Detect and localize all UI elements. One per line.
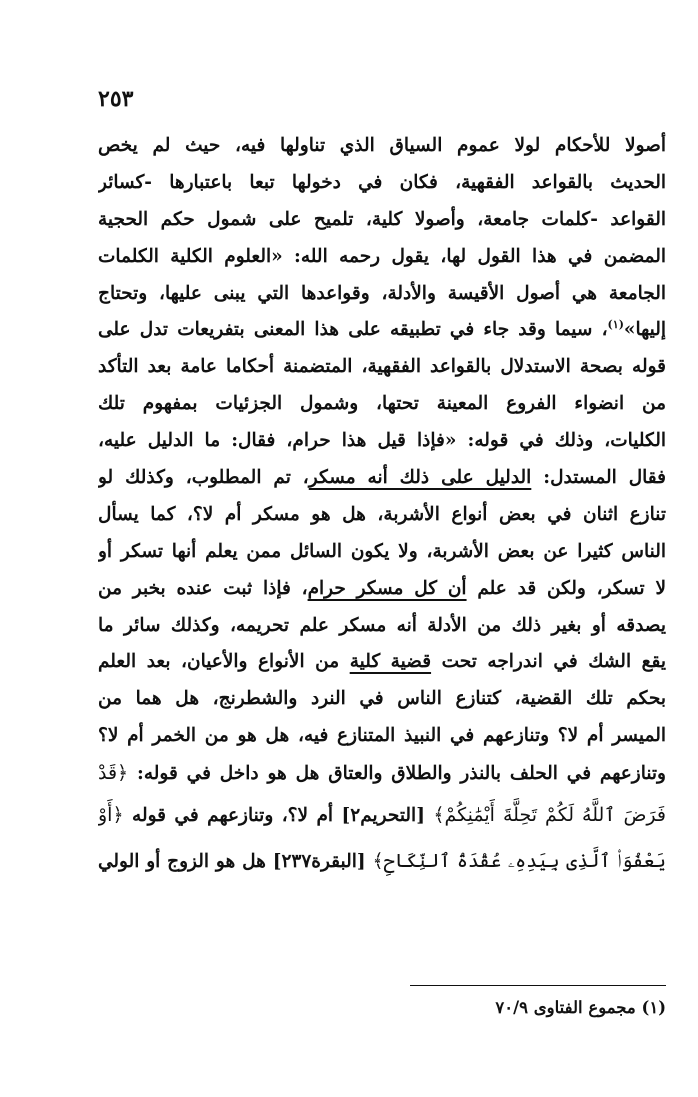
text-line: الحديث بالقواعد الفقهية، فكان في دخولها تبعا باعتبارها -كسائر bbox=[98, 171, 666, 193]
text-line: قوله بصحة الاستدلال بالقواعد الفقهية، المتضمنة أحكاما عامة بعد التأكد bbox=[98, 356, 666, 378]
text-line: الناس كثيرا عن بعض الأشربة، ولا يكون السائل ممن يعلم أنها تسكر أو bbox=[98, 540, 666, 562]
text-line: فقال المستدل: الدليل على ذلك أنه مسكر، تم المطلوب، وكذلك لو bbox=[98, 467, 666, 489]
quran-verse: يَعْفُوَا۟ ٱلَّذِى بِيَدِهِۦ عُقْدَةُ ٱلنِّكَاحِ﴾ bbox=[372, 850, 666, 873]
text-line: القواعد -كلمات جامعة، وأصولا كلية، تلميح على شمول حكم الحجية bbox=[98, 208, 666, 230]
text-line: فَرَضَ ٱللَّهُ لَكُمْ تَحِلَّةَ أَيْمَٰنِكُمْ﴾ [التحريم٢] أم لا؟، وتنازعهم في قوله ﴿أَوْ bbox=[98, 804, 666, 827]
text-line: وتنازعهم في الحلف بالنذر والطلاق والعتاق هل هو داخل في قوله: ﴿قَدْ bbox=[98, 762, 666, 785]
text-line: الكليات، وذلك في قوله: «فإذا قيل هذا حرام، فقال: ما الدليل عليه، bbox=[98, 430, 666, 452]
text-line: لا تسكر، ولكن قد علم أن كل مسكر حرام، فإذا ثبت عنده بخبر من bbox=[98, 577, 666, 599]
quran-verse: فَرَضَ ٱللَّهُ لَكُمْ تَحِلَّةَ أَيْمَٰنِكُمْ﴾ bbox=[433, 804, 666, 827]
underlined-phrase: الدليل على ذلك أنه مسكر bbox=[308, 467, 532, 489]
text-line: يَعْفُوَا۟ ٱلَّذِى بِيَدِهِۦ عُقْدَةُ ٱلنِّكَاحِ﴾ [البقرة٢٣٧] هل هو الزوج أو الولي bbox=[98, 850, 666, 873]
underlined-phrase: قضية كلية bbox=[349, 651, 432, 673]
page-number: ٢٥٣ bbox=[98, 86, 134, 112]
text-line: إليها»$^{(١)}$، سيما وقد جاء في تطبيقه على هذا المعنى بتفريعات تدل على bbox=[98, 318, 666, 341]
text-line: أصولا للأحكام لولا عموم السياق الذي تناولها فيه، حيث لم يخص bbox=[98, 135, 666, 156]
text-line: الميسر أم لا؟ وتنازعهم في النبيذ المتنازع فيه، هل هو من الخمر أم لا؟ bbox=[98, 725, 666, 747]
quran-verse: ﴿أَوْ bbox=[98, 804, 124, 827]
text-line: المضمن في هذا القول لها، يقول رحمه الله: «العلوم الكلية الكلمات bbox=[98, 245, 666, 267]
footnote-divider bbox=[410, 985, 666, 986]
text-line: تنازع اثنان في بعض أنواع الأشربة، هل هو مسكر أم لا؟، كما يسأل bbox=[98, 503, 666, 525]
text-line: يصدقه أو بغير ذلك من الأدلة أنه مسكر علم تحريمه، وكذلك سائر ما bbox=[98, 614, 666, 636]
text-line: يقع الشك في اندراجه تحت قضية كلية من الأنواع والأعيان، بعد العلم bbox=[98, 651, 666, 673]
text-line: من انضواء الفروع المعينة تحتها، وشمول الجزئيات بمفهوم تلك bbox=[98, 393, 666, 415]
text-line: الجامعة هي أصول الأقيسة والأدلة، وقواعدها التي يبنى عليها، وتحتاج bbox=[98, 282, 666, 304]
footnote: (١) مجموع الفتاوى ٧٠/٩ bbox=[495, 998, 666, 1017]
text-line: بحكم تلك القضية، كتنازع الناس في النرد والشطرنج، هل هما من bbox=[98, 688, 666, 710]
quran-verse: ﴿قَدْ bbox=[98, 762, 129, 785]
body-text bbox=[98, 128, 666, 884]
footnote-reference[interactable]: (١) bbox=[607, 318, 624, 332]
underlined-phrase: أن كل مسكر حرام bbox=[307, 577, 467, 599]
